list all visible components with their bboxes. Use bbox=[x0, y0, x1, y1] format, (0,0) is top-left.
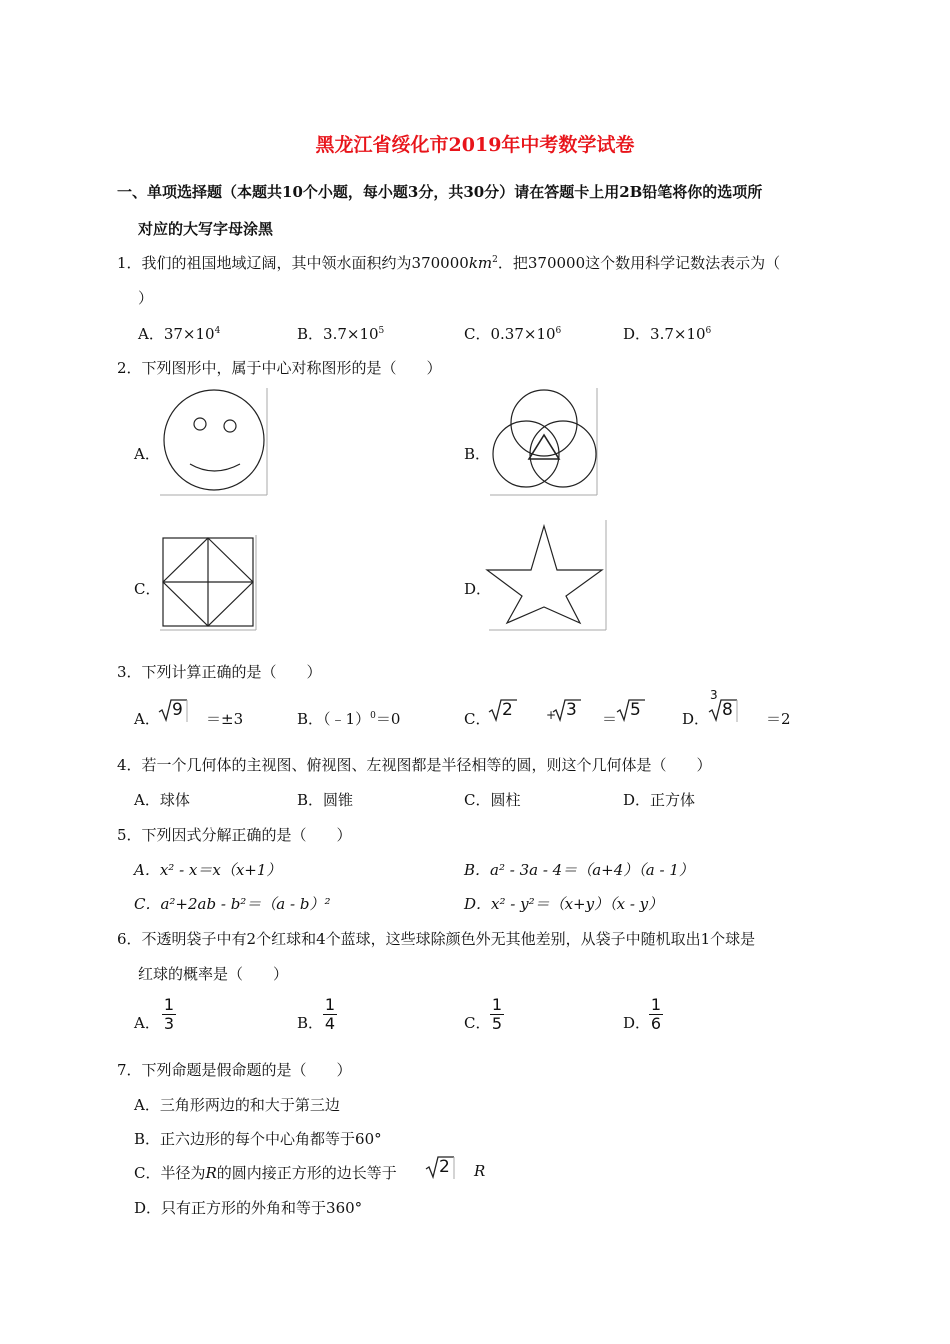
q4-option-b[interactable]: B．圆锥 bbox=[297, 791, 354, 809]
q6-option-a-label[interactable]: A． bbox=[134, 1014, 160, 1032]
q6-a-denominator: 3 bbox=[163, 1014, 175, 1033]
q1-option-a-exp: 4 bbox=[214, 326, 221, 336]
q1-option-b[interactable] bbox=[297, 323, 384, 344]
q7-c-radicand: 2 bbox=[439, 1157, 450, 1177]
q6-option-c-label[interactable]: C． bbox=[464, 1014, 491, 1032]
q7-c-mid: 的圆内接正方形的边长等于 bbox=[216, 1164, 397, 1182]
q6-c-denominator: 5 bbox=[491, 1014, 503, 1033]
q3-c-radicand-1: 2 bbox=[502, 700, 513, 720]
q7-option-b[interactable]: B．正六边形的每个中心角都等于60° bbox=[134, 1130, 382, 1148]
q5-option-d[interactable]: D．x² - y²＝（x+y）（x - y） bbox=[464, 895, 664, 913]
q3-option-c-label[interactable]: C． bbox=[464, 710, 491, 728]
section-heading-line1: 一、单项选择题（本题共10个小题，每小题3分，共30分）请在答题卡上用2B铅笔将你的选项所 bbox=[117, 183, 763, 201]
q3-b-rest: ＝0 bbox=[375, 710, 401, 728]
q4-option-a[interactable]: A．球体 bbox=[134, 791, 190, 809]
q7-stem: 7．下列命题是假命题的是（ ） bbox=[117, 1061, 352, 1079]
q3-b-text: （﹣1） bbox=[323, 710, 371, 728]
q5-option-a[interactable]: A．x² - x＝x（x+1） bbox=[134, 861, 282, 879]
q1-option-b-base: 3.7×10 bbox=[323, 325, 379, 343]
q1-option-a-base: 37×10 bbox=[163, 325, 215, 343]
q1-option-d[interactable] bbox=[623, 323, 711, 344]
q1-option-c-base: 0.37×10 bbox=[490, 325, 556, 343]
q1-option-c-label: C． bbox=[464, 325, 491, 343]
q1-option-b-label: B． bbox=[297, 325, 324, 343]
q3-option-b[interactable] bbox=[297, 708, 400, 729]
q7-option-d[interactable]: D．只有正方形的外角和等于360° bbox=[134, 1199, 363, 1217]
q3-stem: 3．下列计算正确的是（ ） bbox=[117, 663, 322, 681]
q1-option-c-exp: 6 bbox=[555, 326, 562, 336]
q1-option-c[interactable] bbox=[464, 323, 561, 344]
q1-option-b-exp: 5 bbox=[378, 326, 385, 336]
q1-option-d-exp: 6 bbox=[705, 326, 712, 336]
q7-c-pre: C．半径为 bbox=[134, 1164, 206, 1182]
q3-a-rest: ＝±3 bbox=[206, 710, 244, 728]
q6-option-b-label[interactable]: B． bbox=[297, 1014, 324, 1032]
q6-fraction-a bbox=[162, 996, 176, 1033]
q1-option-d-base: 3.7×10 bbox=[650, 325, 706, 343]
q6-c-numerator: 1 bbox=[491, 995, 503, 1014]
q3-b-exp: 0 bbox=[370, 711, 376, 721]
q1-option-a[interactable] bbox=[138, 323, 220, 344]
q4-option-d[interactable]: D．正方体 bbox=[623, 791, 696, 809]
q3-a-radicand: 9 bbox=[172, 700, 183, 720]
q6-stem-line1: 6．不透明袋子中有2个红球和4个蓝球，这些球除颜色外无其他差别，从袋子中随机取出1个球是 bbox=[117, 930, 756, 948]
q7-option-c[interactable] bbox=[134, 1162, 397, 1183]
q2-option-d-label[interactable]: D． bbox=[464, 580, 492, 598]
q6-a-numerator: 1 bbox=[163, 995, 175, 1014]
square-rhombus-figure bbox=[160, 535, 258, 631]
q2-stem: 2．下列图形中，属于中心对称图形的是（ ） bbox=[117, 359, 442, 377]
q1-option-a-label: A． bbox=[138, 325, 164, 343]
q3-option-b-label: B． bbox=[297, 710, 324, 728]
q3-c-radicand-3: 5 bbox=[630, 700, 641, 720]
q6-fraction-c bbox=[490, 996, 504, 1033]
q5-stem: 5．下列因式分解正确的是（ ） bbox=[117, 826, 352, 844]
q6-d-denominator: 6 bbox=[650, 1014, 662, 1033]
q1-stem-part1: 1．我们的祖国地域辽阔，其中领水面积约为370000 bbox=[117, 254, 469, 272]
q6-option-d-label[interactable]: D． bbox=[623, 1014, 651, 1032]
q3-option-a-label[interactable]: A． bbox=[134, 710, 160, 728]
q1-stem bbox=[117, 252, 780, 273]
q5-option-c[interactable]: C．a²+2ab - b²＝（a - b）² bbox=[134, 895, 331, 913]
five-point-star-figure bbox=[487, 520, 609, 632]
q6-d-numerator: 1 bbox=[650, 995, 662, 1014]
q3-d-rest: ＝2 bbox=[766, 710, 791, 728]
q6-stem-line2: 红球的概率是（ ） bbox=[138, 965, 289, 983]
section-heading-line2: 对应的大写字母涂黑 bbox=[138, 220, 274, 238]
q2-option-c-label[interactable]: C． bbox=[134, 580, 161, 598]
q6-fraction-b bbox=[323, 996, 337, 1033]
q1-unit-exp: 2 bbox=[492, 255, 498, 265]
q3-c-plus: + bbox=[546, 708, 557, 722]
q1-unit: km bbox=[468, 254, 493, 272]
q6-b-numerator: 1 bbox=[324, 995, 336, 1014]
q2-option-a-label[interactable]: A． bbox=[134, 445, 160, 463]
q3-d-index: 3 bbox=[710, 688, 718, 702]
q4-option-c[interactable]: C．圆柱 bbox=[464, 791, 521, 809]
q2-option-b-label[interactable]: B． bbox=[464, 445, 491, 463]
q4-stem: 4．若一个几何体的主视图、俯视图、左视图都是半径相等的圆，则这个几何体是（ ） bbox=[117, 756, 712, 774]
q3-c-radicand-2: 3 bbox=[566, 700, 577, 720]
q1-stem-part2: ．把370000这个数用科学记数法表示为（ bbox=[497, 254, 781, 272]
q6-fraction-d bbox=[649, 996, 663, 1033]
smiley-face-figure bbox=[158, 388, 270, 498]
q3-d-radicand: 8 bbox=[722, 700, 733, 720]
page-title: 黑龙江省绥化市2019年中考数学试卷 bbox=[315, 134, 635, 156]
q5-option-b[interactable]: B．a² - 3a - 4＝（a+4）（a - 1） bbox=[464, 861, 694, 879]
q1-option-d-label: D． bbox=[623, 325, 651, 343]
q3-c-eq: ＝ bbox=[602, 710, 618, 728]
q6-b-denominator: 4 bbox=[324, 1014, 336, 1033]
q3-option-d-label[interactable]: D． bbox=[682, 710, 710, 728]
q7-option-a[interactable]: A．三角形两边的和大于第三边 bbox=[134, 1096, 340, 1114]
three-circles-triangle-figure bbox=[488, 388, 600, 498]
q7-c-radius-var-2: R bbox=[474, 1162, 486, 1180]
q1-stem-close: ） bbox=[138, 289, 154, 307]
q7-c-radius-var: R bbox=[205, 1164, 217, 1182]
